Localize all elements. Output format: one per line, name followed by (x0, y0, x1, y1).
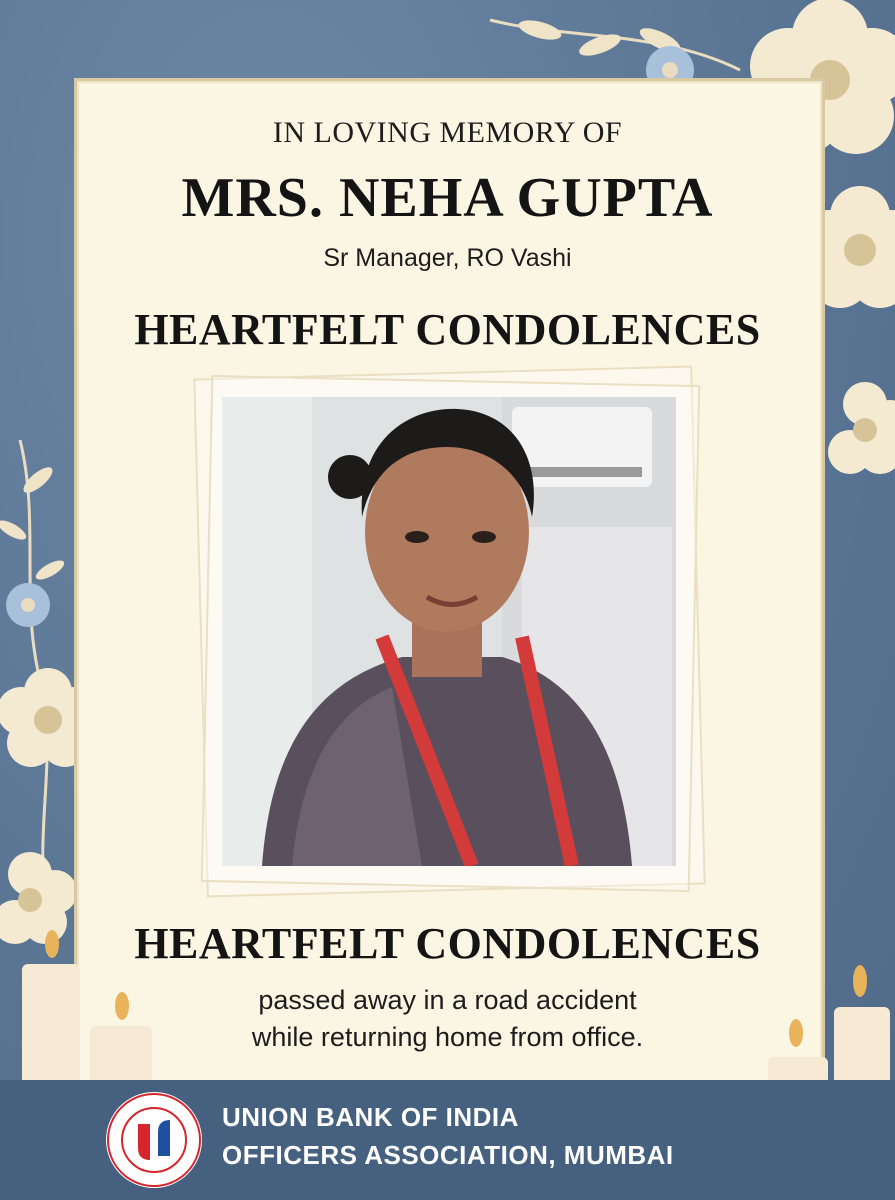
condolences-heading-top: HEARTFELT CONDOLENCES (134, 305, 761, 354)
condolences-heading-bottom: HEARTFELT CONDOLENCES (134, 919, 761, 968)
org-name-line-2: OFFICERS ASSOCIATION, MUMBAI (222, 1140, 674, 1170)
message-line-1: passed away in a road accident (258, 985, 637, 1015)
portrait-photo (222, 397, 676, 866)
person-role: Sr Manager, RO Vashi (323, 244, 572, 272)
memory-line: IN LOVING MEMORY OF (272, 116, 623, 149)
message-line-2: while returning home from office. (251, 1022, 644, 1052)
portrait-image-icon (222, 397, 676, 866)
org-name-line-1: UNION BANK OF INDIA (222, 1102, 519, 1132)
person-name: MRS. NEHA GUPTA (181, 167, 714, 229)
